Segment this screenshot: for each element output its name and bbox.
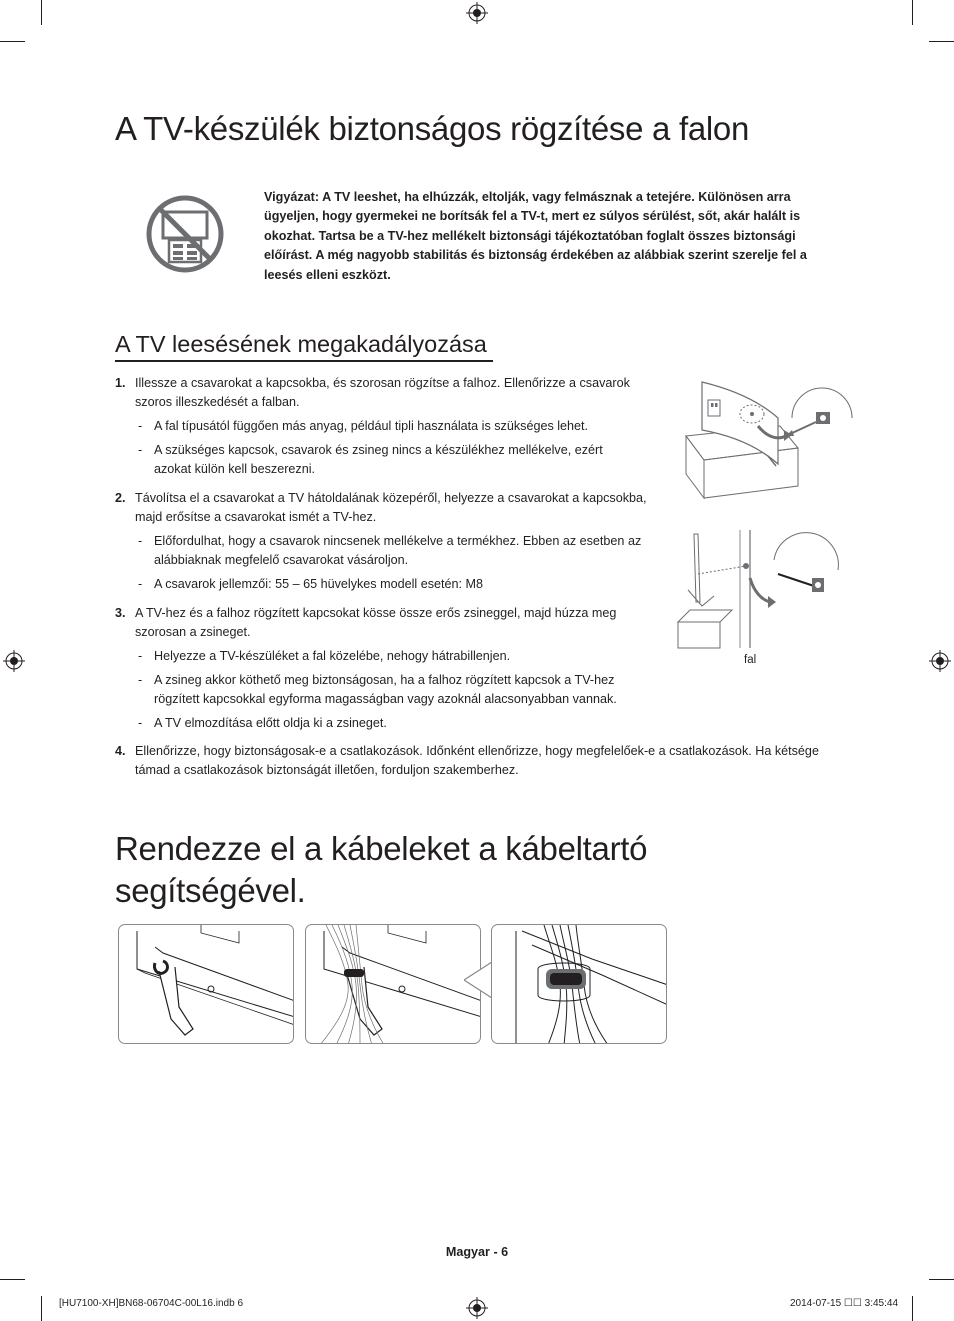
holder-closeup-icon bbox=[492, 925, 667, 1044]
heading-line: segítségével. bbox=[115, 871, 306, 909]
figure-caption-wall: fal bbox=[744, 654, 757, 666]
note-text: A szükséges kapcsok, csavarok és zsineg nincs a készülékhez mellékelve, ezért azokat külön kell beszerezni. bbox=[154, 443, 603, 477]
registration-mark-icon bbox=[929, 650, 951, 672]
step-text: A TV-hez és a falhoz rögzített kapcsokat kösse össze erős zsineggel, majd húzza meg szorosan a zsineget. bbox=[135, 606, 617, 640]
note-text: Előfordulhat, hogy a csavarok nincsenek mellékelve a termékhez. Ebben az esetben az alábbiaknak megfelelő csavarokat vásároljon. bbox=[154, 534, 642, 568]
print-timestamp: 2014-07-15 ☐☐ 3:45:44 bbox=[790, 1298, 899, 1309]
step-text: Távolítsa el a csavarokat a TV hátoldalának közepéről, helyezze a csavarokat a kapcsokba, majd erősítse a csavarokat ismét a TV-hez. bbox=[135, 491, 647, 525]
print-file-slug: [HU7100-XH]BN68-06704C-00L16.indb 6 bbox=[59, 1298, 244, 1309]
crop-mark bbox=[929, 41, 954, 42]
registration-mark-icon bbox=[3, 650, 25, 672]
crop-mark bbox=[41, 0, 42, 25]
instruction-note: - A szükséges kapcsok, csavarok és zsineg nincs a készülékhez mellékelve, ezért azokat külön kell beszerezni. bbox=[138, 443, 603, 477]
section-heading-prevent-falling: A TV leesésének megakadályozása bbox=[115, 331, 487, 357]
note-text: A zsineg akkor köthető meg biztonságosan, ha a falhoz rögzített kapcsok a TV-hez rögzített kapcsokkal egyforma magasságban vagy azoknál alacsonyabban vannak. bbox=[154, 673, 617, 707]
cable-holder-step-2-illustration bbox=[305, 924, 481, 1044]
crop-mark bbox=[912, 0, 913, 25]
tv-stand-with-holder-icon bbox=[119, 925, 294, 1044]
cable-holder-detail-illustration bbox=[491, 924, 667, 1044]
step-text: Ellenőrizze, hogy biztonságosak-e a csatlakozások. Időnként ellenőrizze, hogy megfelelőek-e a csatlakozások. Ha kétsége támad a csatlakozások biztonságát illetően, forduljon szakemberhez. bbox=[135, 744, 819, 778]
cable-holder-step-1-illustration bbox=[118, 924, 294, 1044]
zoom-callout-pointer bbox=[464, 960, 494, 1000]
tv-wall-tether-illustration bbox=[674, 530, 854, 650]
instruction-step bbox=[115, 604, 635, 643]
heading-line: Rendezze el a kábeleket a kábeltartó bbox=[115, 830, 648, 867]
section-heading-underline bbox=[115, 360, 493, 362]
instruction-note: - A TV elmozdítása előtt oldja ki a zsineget. bbox=[138, 716, 387, 730]
cables-through-holder-icon bbox=[306, 925, 481, 1044]
instruction-step bbox=[115, 489, 657, 528]
instruction-note: - Előfordulhat, hogy a csavarok nincsenek mellékelve a termékhez. Ebben az esetben az alábbiaknak megfelelő csavarokat vásároljon. bbox=[138, 534, 642, 568]
step-number: 1. bbox=[115, 376, 126, 390]
no-climbing-on-tv-icon bbox=[143, 194, 227, 274]
note-text: A csavarok jellemzői: 55 – 65 hüvelykes modell esetén: M8 bbox=[154, 577, 484, 591]
step-number: 4. bbox=[115, 744, 126, 758]
instruction-step bbox=[115, 742, 835, 781]
section-heading-cable-holder bbox=[115, 828, 647, 912]
step-number: 2. bbox=[115, 491, 126, 505]
page-title: A TV-készülék biztonságos rögzítése a falon bbox=[115, 110, 750, 147]
crop-mark bbox=[0, 41, 25, 42]
safety-warning-text: Vigyázat: A TV leeshet, ha elhúzzák, eltolják, vagy felmásznak a tetejére. Különösen arra ügyeljen, hogy gyermekei ne borítsák fel a TV-t, mert ez súlyos sérülést, sőt, akár halált is okozhat. Tartsa be a TV-hez mellékelt biztonsági tájékoztatóban foglalt összes biztonsági előírást. A még nagyobb stabilitás és biztonság érdekében az alábbiak szerint szerelje fel a leesés elleni eszközt. bbox=[264, 190, 807, 282]
note-text: Helyezze a TV-készüléket a fal közelébe, nehogy hátrabillenjen. bbox=[154, 649, 511, 663]
instruction-note: - A zsineg akkor köthető meg biztonságosan, ha a falhoz rögzített kapcsok a TV-hez rögzített kapcsokkal egyforma magasságban vagy azoknál alacsonyabban vannak. bbox=[138, 673, 617, 707]
registration-mark-icon bbox=[466, 1297, 488, 1319]
instruction-note: - A csavarok jellemzői: 55 – 65 hüvelykes modell esetén: M8 bbox=[138, 577, 484, 591]
step-text: Illessze a csavarokat a kapcsokba, és szorosan rögzítse a falhoz. Ellenőrizze a csavarok szoros illeszkedését a falban. bbox=[135, 376, 630, 410]
note-text: A TV elmozdítása előtt oldja ki a zsineget. bbox=[154, 716, 387, 730]
instruction-step bbox=[115, 374, 650, 413]
page-number: Magyar - 6 bbox=[445, 1245, 509, 1259]
crop-mark bbox=[41, 1296, 42, 1321]
crop-mark bbox=[929, 1279, 954, 1280]
tv-clip-installation-illustration bbox=[680, 378, 860, 503]
crop-mark bbox=[0, 1279, 25, 1280]
step-number: 3. bbox=[115, 606, 126, 620]
registration-mark-icon bbox=[466, 2, 488, 24]
instruction-note: - A fal típusától függően más anyag, például tipli használata is szükséges lehet. bbox=[138, 419, 589, 433]
crop-mark bbox=[912, 1296, 913, 1321]
instruction-note: - Helyezze a TV-készüléket a fal közelébe, nehogy hátrabillenjen. bbox=[138, 649, 511, 663]
note-text: A fal típusától függően más anyag, például tipli használata is szükséges lehet. bbox=[154, 419, 589, 433]
